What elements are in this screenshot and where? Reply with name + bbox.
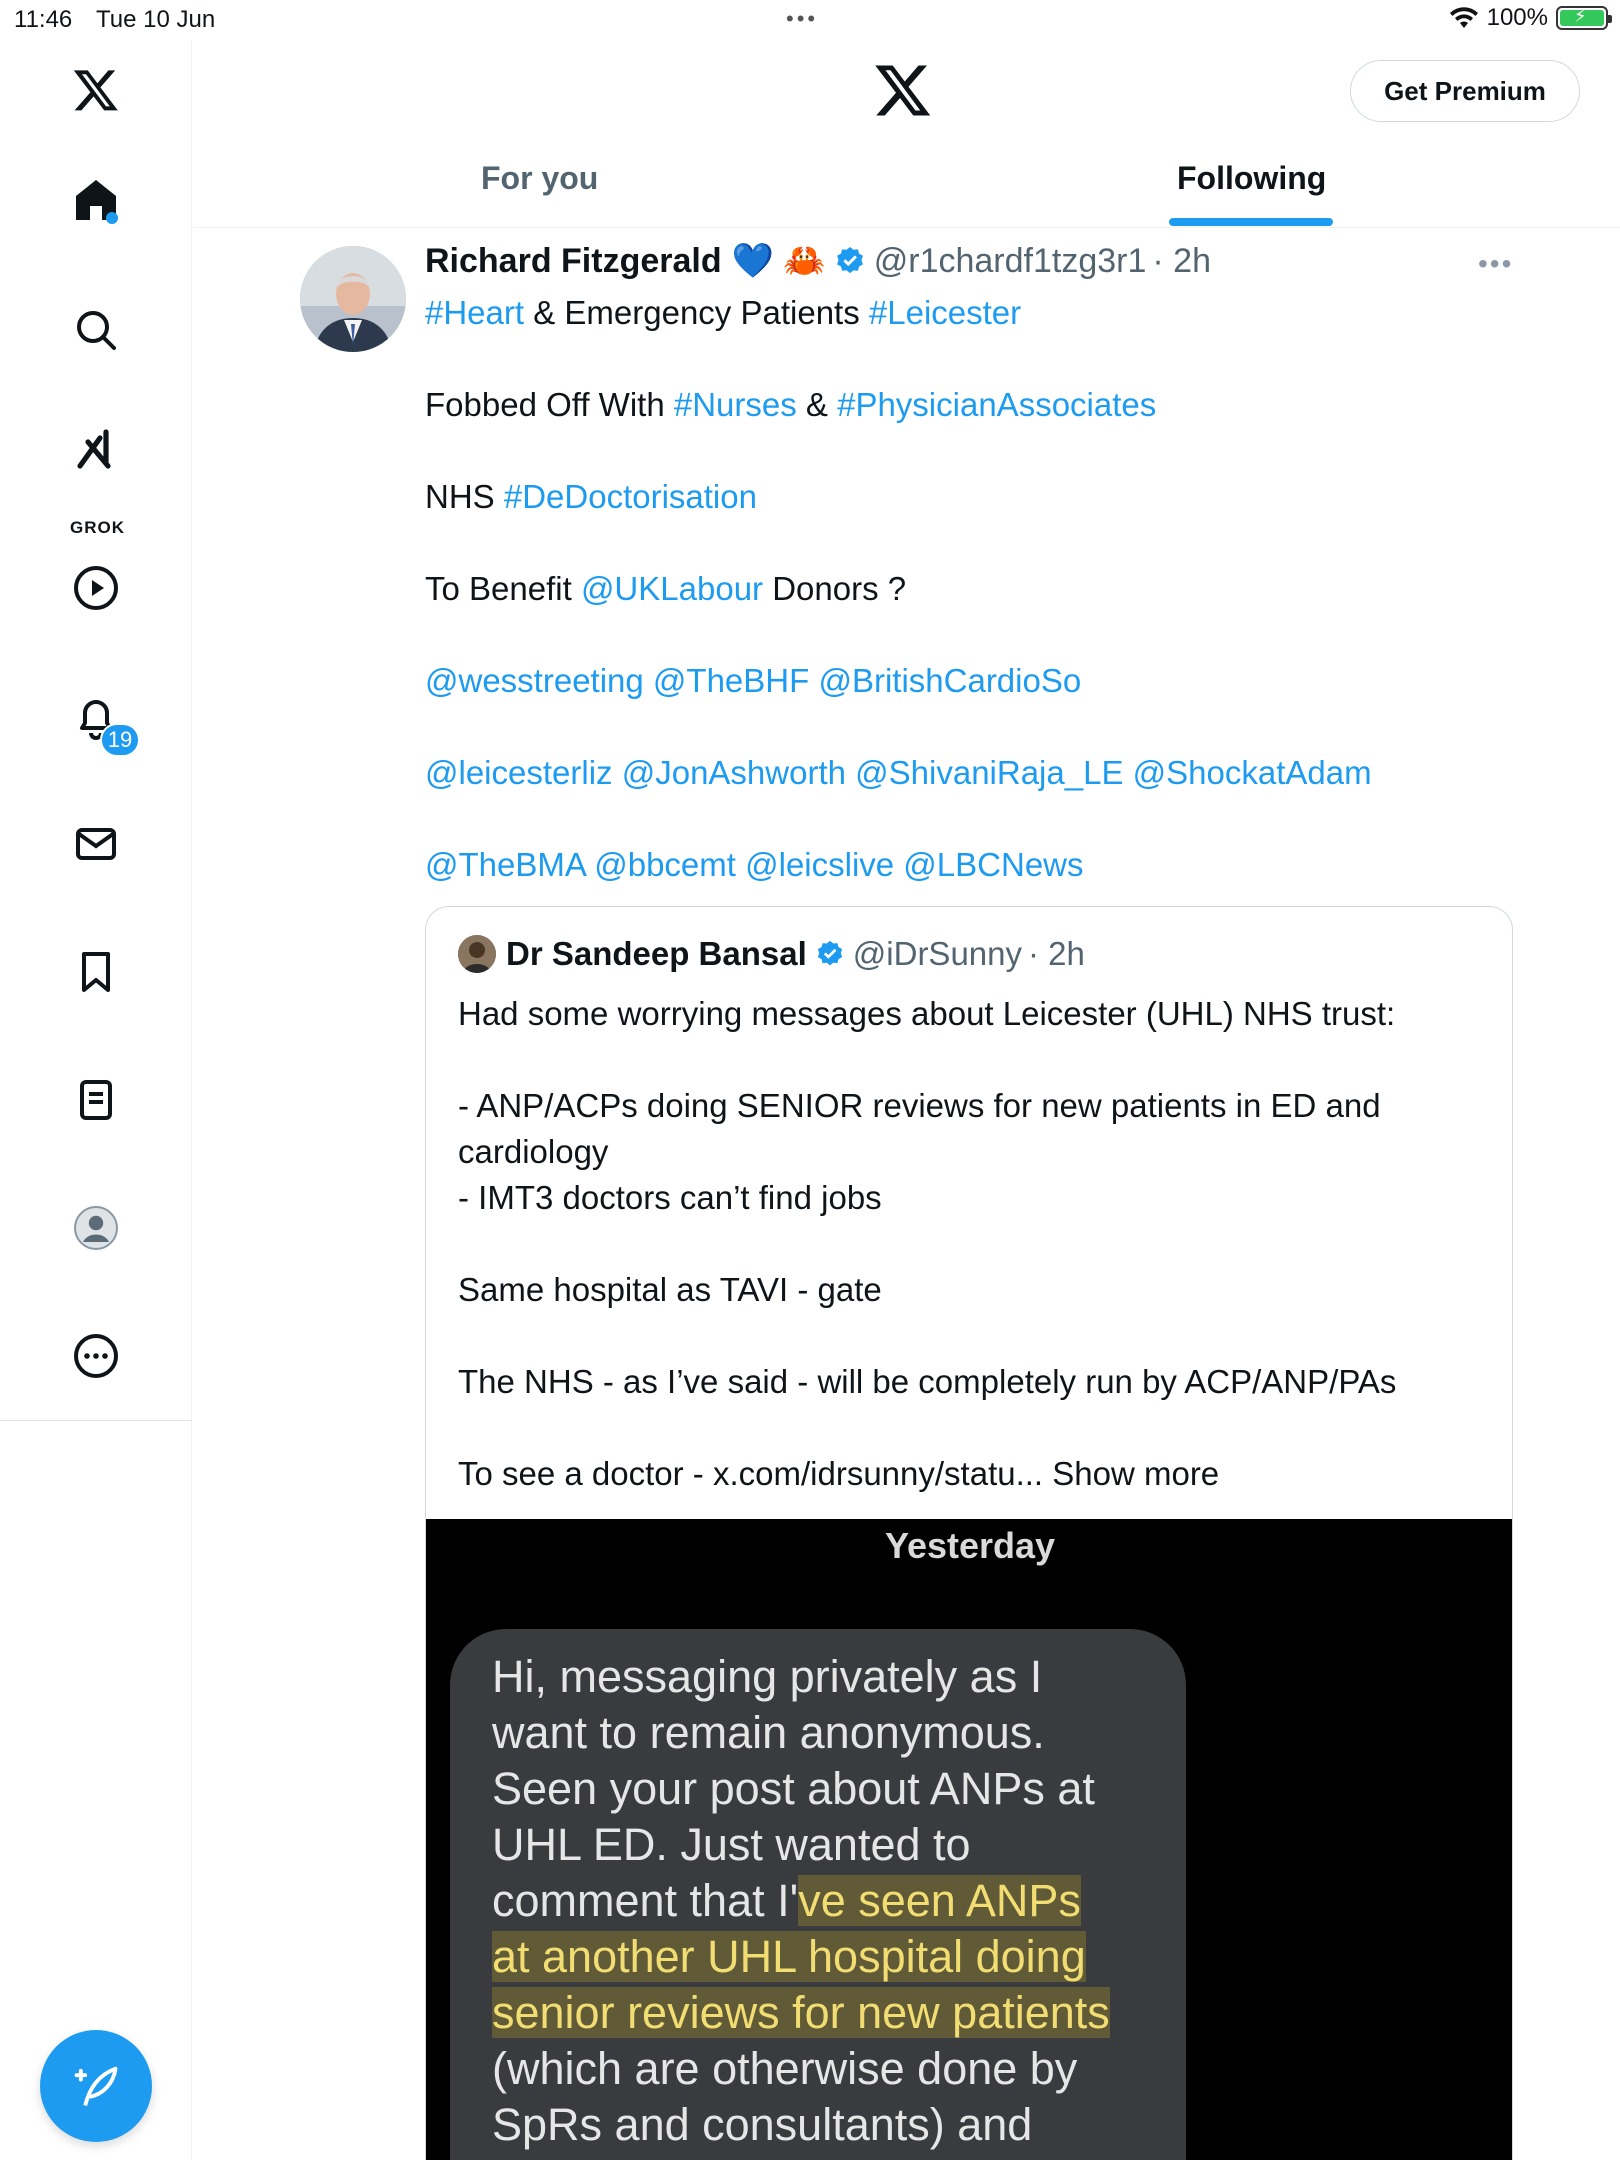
tweet-time[interactable]: · 2h xyxy=(1152,241,1211,280)
lists-icon[interactable] xyxy=(56,1060,136,1140)
quoted-text-show-more[interactable]: To see a doctor - x.com/idrsunny/statu... Show more xyxy=(458,1455,1220,1492)
mentions-line[interactable]: @leicesterliz @JonAshworth @ShivaniRaja_LE @ShockatAdam xyxy=(425,754,1372,791)
quoted-tweet-image[interactable] xyxy=(426,1519,1513,2160)
sidebar xyxy=(0,40,192,2160)
quoted-text-line: The NHS - as I’ve said - will be completely run by ACP/ANP/PAs xyxy=(458,1363,1397,1400)
notifications-badge: 19 xyxy=(100,723,140,757)
battery-icon: ⚡ xyxy=(1556,6,1608,30)
tweet-text-segment: Donors ? xyxy=(763,570,907,607)
author-name[interactable]: Richard Fitzgerald xyxy=(425,241,722,280)
quoted-author-name[interactable]: Dr Sandeep Bansal xyxy=(506,935,807,972)
author-emojis: 💙 🦀 xyxy=(731,242,826,280)
tweet-text-segment: NHS xyxy=(425,478,504,515)
status-bar xyxy=(0,0,1620,40)
quoted-tweet-header xyxy=(458,933,1085,975)
quoted-text-line: Same hospital as TAVI - gate xyxy=(458,1271,882,1308)
author-handle[interactable]: @r1chardf1tzg3r1 xyxy=(873,241,1147,280)
image-day-label: Yesterday xyxy=(884,1525,1056,1566)
tweet-more-icon[interactable]: ••• xyxy=(1478,248,1514,279)
highlighted-text: senior reviews for new patients xyxy=(492,1987,1110,2038)
tweet-text-segment: Fobbed Off With xyxy=(425,386,674,423)
quoted-text-line: Had some worrying messages about Leicester (UHL) NHS trust: xyxy=(458,995,1396,1032)
home-unread-dot xyxy=(106,212,118,224)
sidebar-divider xyxy=(0,1420,192,1421)
x-logo-icon[interactable] xyxy=(873,60,933,120)
quoted-text-line: - ANP/ACPs doing SENIOR reviews for new patients in ED and xyxy=(458,1087,1381,1124)
more-options-icon[interactable] xyxy=(56,1316,136,1396)
bookmark-icon[interactable] xyxy=(56,932,136,1012)
compose-post-button[interactable] xyxy=(40,2030,152,2142)
tweet-text-segment: & xyxy=(796,386,838,423)
quoted-tweet[interactable] xyxy=(425,906,1513,2160)
highlighted-text: ve seen ANPs xyxy=(798,1875,1081,1926)
quoted-text-line: - IMT3 doctors can’t find jobs xyxy=(458,1179,882,1216)
status-date: Tue 10 Jun xyxy=(96,6,216,33)
tweet-text xyxy=(425,290,1525,888)
mentions-line[interactable]: @TheBMA @bbcemt @leicslive @LBCNews xyxy=(425,846,1084,883)
grok-label: GROK xyxy=(70,518,125,537)
get-premium-button[interactable]: Get Premium xyxy=(1350,60,1580,122)
quoted-tweet-time[interactable]: · 2h xyxy=(1028,935,1085,972)
tweet-text-segment: To Benefit xyxy=(425,570,581,607)
grok-icon[interactable] xyxy=(56,410,136,490)
verified-badge-icon[interactable] xyxy=(815,939,845,969)
search-icon[interactable] xyxy=(56,290,136,370)
video-icon[interactable] xyxy=(56,548,136,628)
timeline-header xyxy=(193,40,1620,228)
status-time: 11:46 xyxy=(14,6,73,33)
messages-envelope-icon[interactable] xyxy=(56,804,136,884)
tweet-text-segment: & Emergency Patients xyxy=(524,294,869,331)
verified-badge-icon[interactable] xyxy=(834,245,866,277)
tab-for-you[interactable]: For you xyxy=(481,160,599,196)
hashtag-link[interactable]: #PhysicianAssociates xyxy=(837,386,1157,423)
hashtag-link[interactable]: #Heart xyxy=(425,294,525,331)
mention-link[interactable]: @UKLabour xyxy=(580,570,764,607)
home-icon[interactable] xyxy=(56,160,136,240)
hashtag-link[interactable]: #Leicester xyxy=(868,294,1022,331)
compose-feather-icon xyxy=(70,2060,122,2112)
highlighted-text: at another UHL hospital doing xyxy=(492,1931,1086,1982)
quoted-author-handle[interactable]: @iDrSunny xyxy=(852,935,1023,972)
wifi-icon xyxy=(1449,6,1479,30)
x-logo-icon[interactable] xyxy=(56,50,136,130)
quoted-author-avatar[interactable] xyxy=(458,935,496,973)
quoted-text-line: cardiology xyxy=(458,1133,609,1170)
author-avatar[interactable] xyxy=(300,246,406,352)
quoted-tweet-text xyxy=(458,991,1498,1497)
hashtag-link[interactable]: #DeDoctorisation xyxy=(503,478,757,515)
profile-avatar-icon[interactable] xyxy=(56,1188,136,1268)
tweet-header xyxy=(425,238,1211,284)
mentions-line[interactable]: @wesstreeting @TheBHF @BritishCardioSo xyxy=(425,662,1082,699)
active-tab-indicator xyxy=(1169,218,1333,226)
hashtag-link[interactable]: #Nurses xyxy=(673,386,797,423)
battery-percent: 100% xyxy=(1486,4,1548,31)
status-right xyxy=(1449,4,1608,32)
multitasking-dots-icon[interactable]: ••• xyxy=(786,6,819,31)
tab-following[interactable]: Following xyxy=(1177,160,1327,196)
message-bubble-text: Hi, messaging privately as I want to remain anonymous. Seen your post about ANPs at UHL ED. Just wanted to comment that I've seen ANPs at another UHL hospital doing senior reviews for new patients (which are otherwise done by SpRs and consultants) and xyxy=(492,1651,1110,2150)
